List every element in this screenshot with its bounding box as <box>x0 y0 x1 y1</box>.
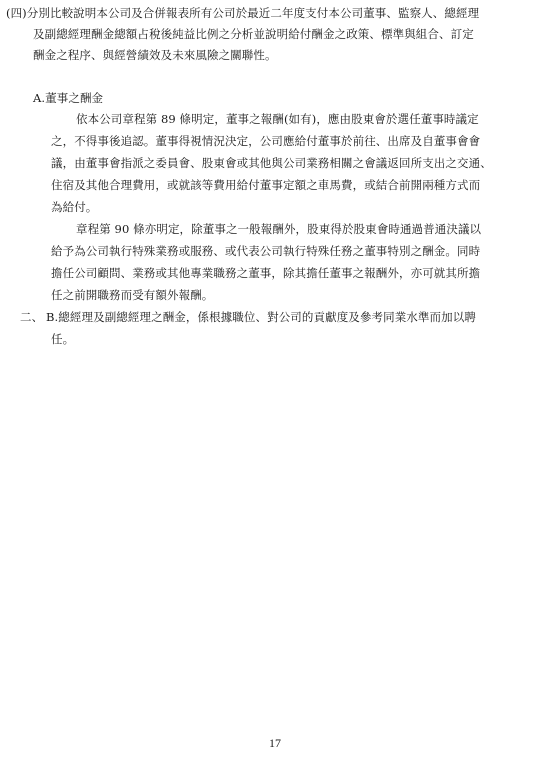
section-4-line-2: 及副總經理酬金總額占稅後純益比例之分析並說明給付酬金之政策、標準與組合、訂定 <box>33 27 474 41</box>
section-4-line-1: (四)分別比較說明本公司及合併報表所有公司於最近二年度支付本公司董事、監察人、總經理 <box>6 6 480 20</box>
page-number: 17 <box>269 736 281 750</box>
subsection-b-line-1: B.總經理及副總經理之酬金，係根據職位、對公司的貢獻度及參考同業水準而加以聘 <box>46 310 476 324</box>
section-4-line-3: 酬金之程序、與經營績效及未來風險之關聯性。 <box>33 48 277 62</box>
subsection-b-marker: 二、 <box>20 310 44 324</box>
subsection-a-para1-line-1: 依本公司章程第 89 條明定，董事之報酬(如有)，應由股東會於選任董事時議定 <box>76 112 479 126</box>
subsection-a-heading: A.董事之酬金 <box>33 91 104 105</box>
subsection-a-para1-line-3: 議，由董事會指派之委員會、股東會或其他與公司業務相關之會議返回所支出之交通、 <box>51 156 492 170</box>
subsection-a-para1-line-4: 住宿及其他合理費用，或就該等費用給付董事定額之車馬費，或結合前開兩種方式而 <box>51 178 481 192</box>
subsection-a-para2-line-3: 擔任公司顧問、業務或其他專業職務之董事，除其擔任董事之報酬外，亦可就其所擔 <box>51 266 481 280</box>
subsection-a-para2-line-4: 任之前開職務而受有額外報酬。 <box>51 288 214 302</box>
subsection-a-para1-line-2: 之，不得事後追認。董事得視情況決定，公司應給付董事於前往、出席及自董事會會 <box>51 134 481 148</box>
subsection-a-para2-line-1: 章程第 90 條亦明定，除董事之一般報酬外，股東得於股東會時通過普通決議以 <box>76 222 482 236</box>
subsection-a-para2-line-2: 給予為公司執行特殊業務或服務、或代表公司執行特殊任務之董事特別之酬金。同時 <box>51 244 481 258</box>
subsection-b-line-2: 任。 <box>51 332 75 346</box>
subsection-a-para1-line-5: 為給付。 <box>51 200 98 214</box>
